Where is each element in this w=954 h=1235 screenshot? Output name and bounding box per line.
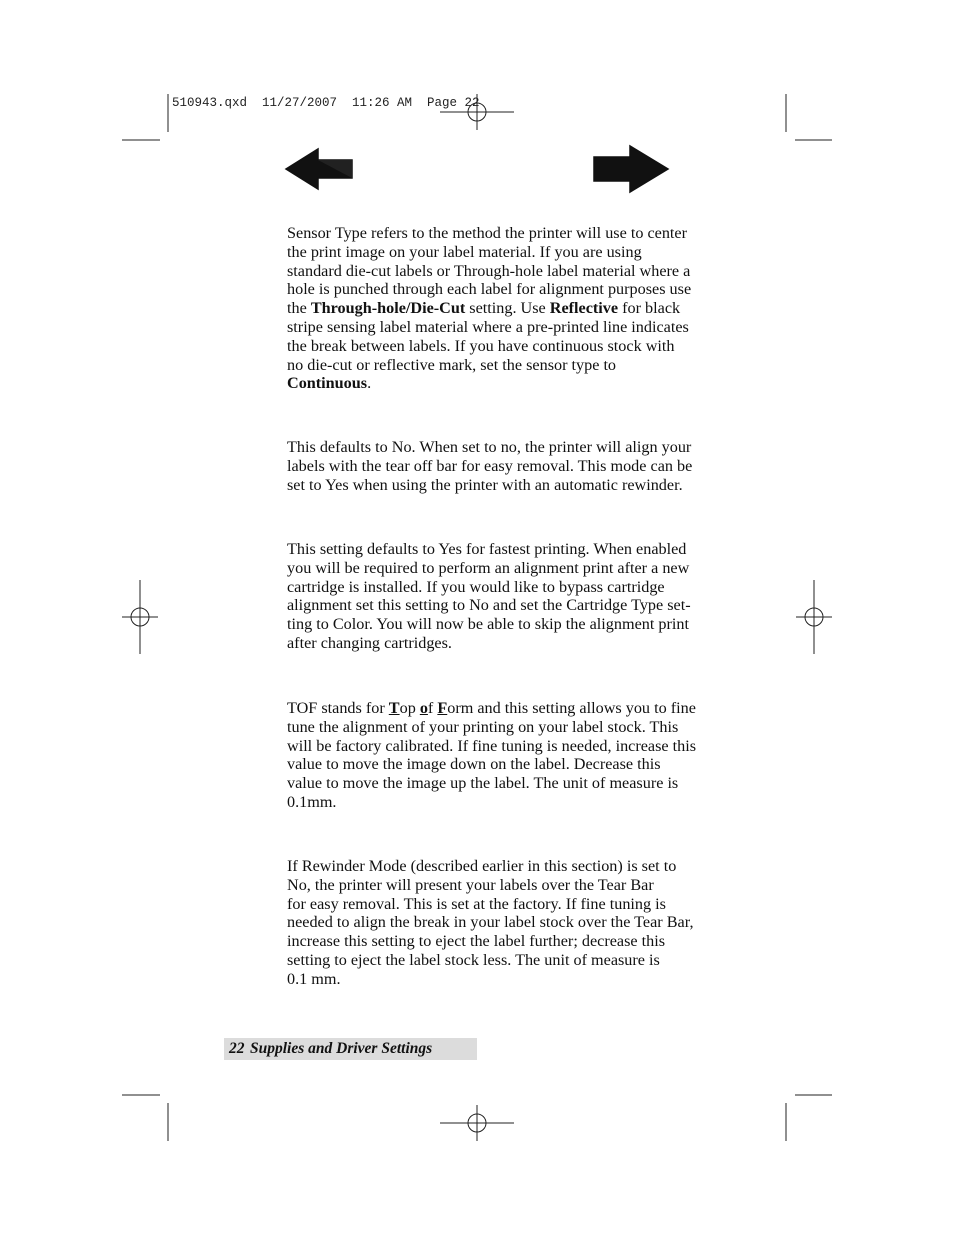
- text-line: increase this setting to eject the label further; decrease this: [287, 932, 666, 951]
- text-line: needed to align the break in your label stock over the Tear Bar,: [287, 913, 694, 932]
- text-line: If Rewinder Mode (described earlier in this section) is set to: [287, 857, 677, 875]
- print-slug: 510943.qxd 11/27/2007 11:26 AM Page 22: [172, 96, 480, 110]
- text-line: Continuous.: [287, 374, 372, 393]
- text-line: Sensor Type refers to the method the printer will use to center: [287, 224, 687, 242]
- page-number: 22: [229, 1040, 245, 1057]
- text-line: stripe sensing label material where a pre-printed line indicates: [287, 317, 689, 336]
- registration-mark-bottom: [440, 1105, 514, 1141]
- text-line: the Through-hole/Die-Cut setting. Use Reflective for black: [287, 299, 681, 318]
- through-hole-setting-label: Through-hole/Die-Cut: [310, 299, 466, 318]
- text-line: No, the printer will present your labels over the Tear Bar: [287, 875, 654, 894]
- rewinder-mode-paragraph: [287, 438, 732, 494]
- text-line: set to Yes when using the printer with an automatic rewinder.: [287, 475, 683, 494]
- text-line: you will be required to perform an alignment print after a new: [287, 558, 690, 577]
- reflective-setting-label: Reflective: [549, 299, 619, 318]
- text-line: 0.1 mm.: [287, 969, 341, 988]
- right-arrow-icon: [592, 144, 672, 194]
- registration-mark-left: [122, 580, 158, 654]
- next-page-button[interactable]: [592, 144, 672, 198]
- cartridge-alignment-paragraph: [287, 540, 732, 653]
- text-line: labels with the tear off bar for easy removal. This mode can be: [287, 456, 693, 475]
- text-line: for easy removal. This is set at the factory. If fine tuning is: [287, 894, 666, 913]
- text-line: alignment set this setting to No and set the Cartridge Type set-: [287, 596, 691, 615]
- tof-paragraph: [287, 699, 732, 812]
- tear-bar-paragraph: [287, 857, 732, 989]
- text-line: setting to eject the label stock less. The unit of measure is: [287, 950, 660, 969]
- text-line: 0.1mm.: [287, 792, 337, 811]
- text-line: hole is punched through each label for alignment purposes use: [287, 280, 692, 299]
- text-line: standard die-cut labels or Through-hole label material where a: [287, 261, 691, 280]
- sensor-type-paragraph: [287, 224, 732, 393]
- registration-mark-right: [796, 580, 832, 654]
- text-line: value to move the image up the label. The unit of measure is: [287, 774, 679, 793]
- previous-page-button[interactable]: [282, 146, 356, 196]
- page-footer: [224, 1038, 477, 1060]
- text-line: This setting defaults to Yes for fastest printing. When enabled: [287, 540, 687, 558]
- text-line: TOF stands for Top of Form and this setting allows you to fine: [287, 699, 696, 717]
- text-line: This defaults to No. When set to no, the printer will align your: [287, 438, 692, 456]
- text-line: tune the alignment of your printing on your label stock. This: [287, 717, 679, 736]
- section-title: Supplies and Driver Settings: [250, 1040, 433, 1057]
- text-line: no die-cut or reflective mark, set the sensor type to: [287, 355, 617, 374]
- text-line: the break between labels. If you have continuous stock with: [287, 336, 675, 355]
- text-line: value to move the image down on the label. Decrease this: [287, 755, 661, 774]
- text-line: ting to Color. You will now be able to skip the alignment print: [287, 615, 689, 634]
- text-line: the print image on your label material. If you are using: [287, 242, 642, 261]
- text-line: cartridge is installed. If you would like to bypass cartridge: [287, 577, 665, 596]
- left-arrow-icon: [282, 146, 356, 192]
- text-line: after changing cartridges.: [287, 633, 452, 652]
- text-line: will be factory calibrated. If fine tuning is needed, increase this: [287, 736, 697, 755]
- continuous-setting-label: Continuous: [287, 374, 368, 393]
